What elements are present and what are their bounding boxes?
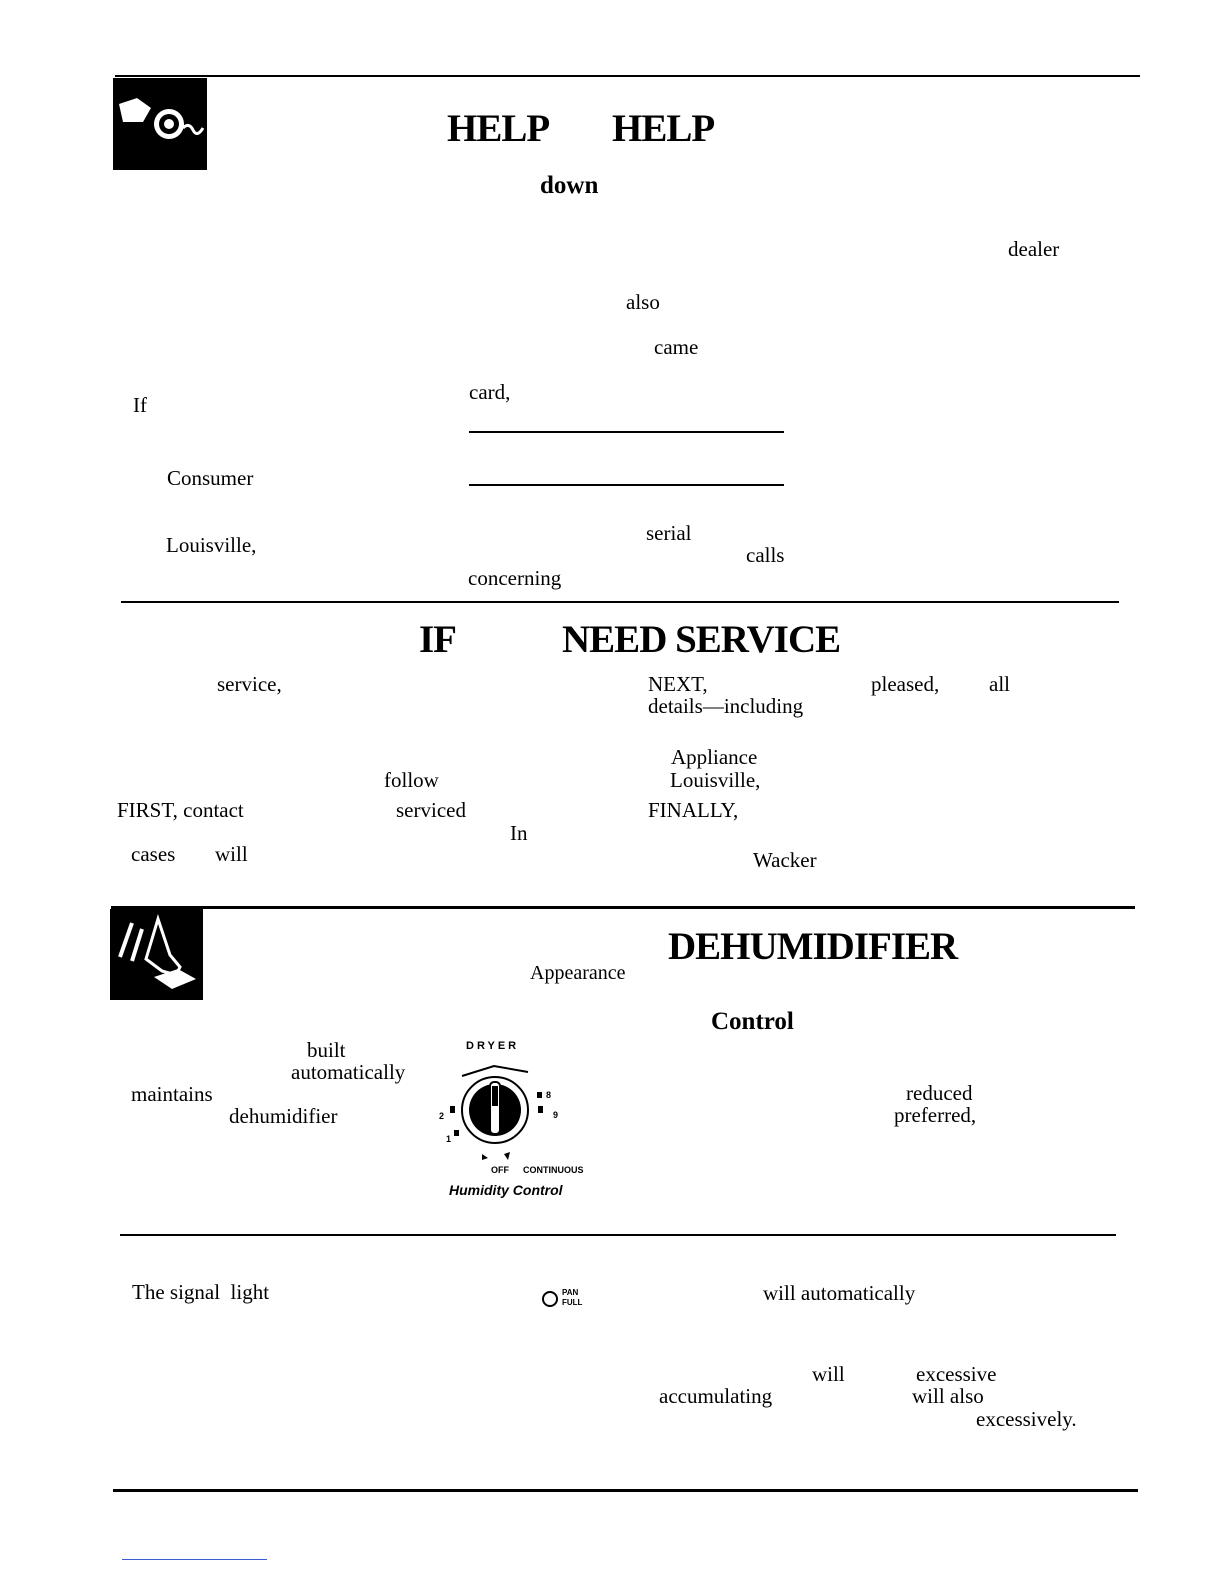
bottom-rule (113, 1489, 1138, 1492)
word-if: If (133, 393, 147, 417)
word-will: will (215, 842, 248, 866)
word-dealer: dealer (1008, 237, 1060, 261)
word-cases: cases (131, 842, 176, 866)
word-calls: calls (746, 543, 785, 567)
word-also: also (626, 290, 660, 314)
word-preferred: preferred, (894, 1103, 977, 1127)
word-all: all (989, 672, 1010, 696)
section-divider-2 (111, 906, 1135, 909)
section-divider-3 (120, 1234, 1116, 1236)
word-concerning: concerning (468, 566, 562, 590)
help-heading-word-2: HELP (612, 107, 715, 150)
word-card: card, (469, 380, 511, 404)
top-rule (115, 75, 1140, 77)
word-appliance: Appliance (671, 745, 758, 769)
word-appearance: Appearance (530, 962, 626, 984)
service-heading-word-2: NEED SERVICE (562, 618, 841, 661)
word-finally: FINALLY, (648, 798, 739, 822)
word-dehumidifier: dehumidifier (229, 1104, 338, 1128)
indicator-label-bottom: FULL (562, 1298, 583, 1307)
dehumidifier-heading: DEHUMIDIFIER (668, 925, 958, 968)
signal-light-text: The signal light (132, 1280, 270, 1304)
word-reduced: reduced (906, 1081, 973, 1105)
knob-mark-2: 2 (439, 1111, 445, 1121)
word-excessively: excessively. (976, 1407, 1077, 1431)
word-serial: serial (646, 521, 692, 545)
word-accumulating: accumulating (659, 1384, 773, 1408)
knob-mark-1: 1 (446, 1134, 452, 1144)
word-consumer: Consumer (167, 466, 254, 490)
section-divider-1 (121, 601, 1119, 603)
word-automatically: automatically (291, 1060, 406, 1084)
word-pleased: pleased, (871, 672, 940, 696)
word-louisville: Louisville, (166, 533, 257, 557)
appliance-icon (113, 78, 207, 170)
knob-top-label: DRYER (466, 1040, 520, 1052)
word-serviced: serviced (396, 798, 466, 822)
word-built: built (307, 1038, 346, 1062)
help-subheading: down (540, 172, 599, 199)
knob-mark-8: 8 (546, 1090, 552, 1100)
word-next: NEXT, (648, 672, 708, 696)
word-came: came (654, 335, 699, 359)
footer-underline (122, 1559, 267, 1560)
humidity-dial-icon (434, 1058, 554, 1166)
knob-caption: Humidity Control (449, 1182, 563, 1198)
word-service: service, (217, 672, 282, 696)
word-follow: follow (384, 768, 439, 792)
word-details: details—including (648, 694, 804, 718)
service-heading-word-1: IF (419, 618, 456, 661)
word-wacker: Wacker (753, 848, 817, 872)
control-subheading: Control (711, 1008, 794, 1035)
knob-off-label: OFF (491, 1165, 509, 1175)
word-will-2: will (812, 1362, 845, 1386)
word-excessive: excessive (916, 1362, 997, 1386)
signal-light-icon (541, 1290, 559, 1308)
indicator-label-top: PAN (562, 1288, 579, 1297)
dehumidifier-icon-box (113, 78, 207, 170)
word-will-automatically: will automatically (763, 1281, 916, 1305)
word-first-contact: FIRST, contact (117, 798, 244, 822)
knob-mark-9: 9 (553, 1110, 559, 1120)
registration-field-line-2 (469, 484, 784, 486)
word-in: In (510, 821, 528, 845)
knob-continuous-label: CONTINUOUS (523, 1165, 584, 1175)
hand-pressing-icon (110, 909, 203, 1000)
word-maintains: maintains (131, 1082, 213, 1106)
pan-full-indicator (541, 1288, 587, 1312)
hand-icon-box (110, 909, 203, 1000)
word-will-also: will also (912, 1384, 984, 1408)
registration-field-line-1 (469, 431, 784, 433)
word-louisville-2: Louisville, (670, 768, 761, 792)
help-heading-word-1: HELP (447, 107, 550, 150)
humidity-control-knob[interactable] (434, 1058, 554, 1166)
